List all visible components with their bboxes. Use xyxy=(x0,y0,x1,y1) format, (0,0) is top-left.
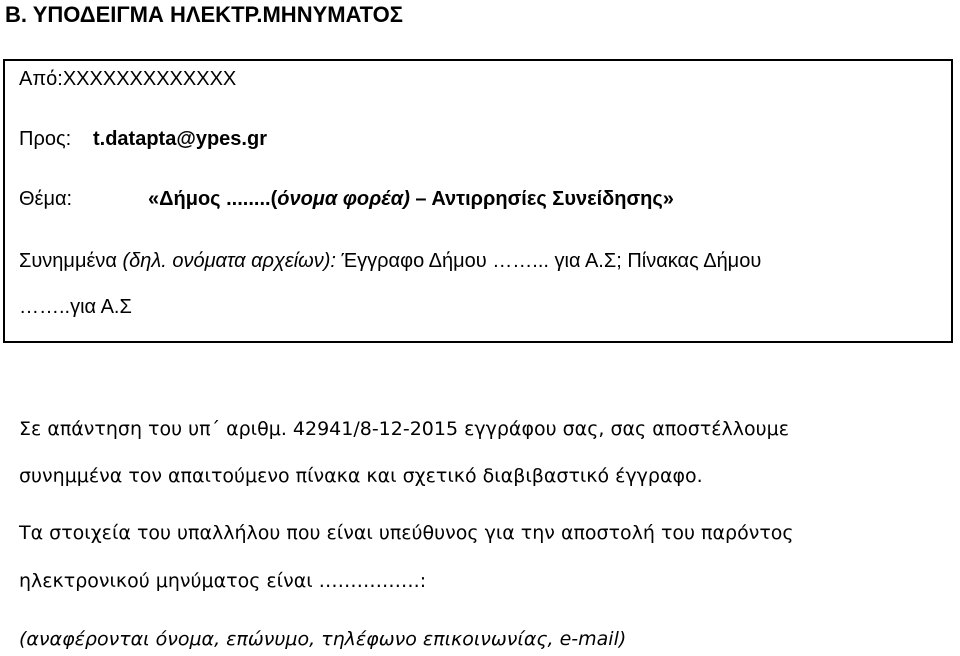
subject-label: Θέμα: xyxy=(19,188,73,210)
attachments-value: Έγγραφο Δήμου ……... για Α.Σ; Πίνακας Δήμου xyxy=(335,250,762,272)
attachments-label: Συνημμένα xyxy=(19,250,123,272)
paragraph-1-line-1: Σε απάντηση του υπ΄ αριθμ. 42941/8-12-2015 εγγράφου σας, σας αποστέλλουμε xyxy=(19,418,790,440)
to-value: t.datapta@ypes.gr xyxy=(93,128,267,150)
paragraph-2-line-2: ηλεκτρονικού μηνύματος είναι …………….: xyxy=(19,570,427,592)
attachments-row xyxy=(19,248,761,274)
subject-row xyxy=(19,186,674,212)
subject-part2: όνομα φορέα) xyxy=(277,188,410,210)
from-value: XXXXXXXXXXXXX xyxy=(62,68,237,90)
paragraph-1-line-2: συνημμένα τον απαιτούμενο πίνακα και σχετικό διαβιβαστικό έγγραφο. xyxy=(19,465,703,487)
to-label: Προς: xyxy=(19,128,72,150)
document-heading: Β. ΥΠΟΔΕΙΓΜΑ ΗΛΕΚΤΡ.ΜΗΝΥΜΑΤΟΣ xyxy=(5,2,403,27)
attachments-row-2 xyxy=(19,294,132,320)
subject-part1: «Δήμος ........( xyxy=(148,188,278,210)
attachments-hint: (δηλ. ονόματα αρχείων): xyxy=(122,250,336,272)
paragraph-2-line-1: Τα στοιχεία του υπαλλήλου που είναι υπεύθυνος για την αποστολή του παρόντος xyxy=(19,522,794,544)
from-row xyxy=(19,66,236,92)
paragraph-3-line-1: (αναφέρονται όνομα, επώνυμο, τηλέφωνο επικοινωνίας, e-mail) xyxy=(19,628,627,650)
attachments-value-line2: ……..για Α.Σ xyxy=(19,296,132,318)
subject-part3: – Αντιρρησίες Συνείδησης» xyxy=(409,188,674,210)
from-label: Από: xyxy=(19,68,63,90)
to-row xyxy=(19,126,267,152)
